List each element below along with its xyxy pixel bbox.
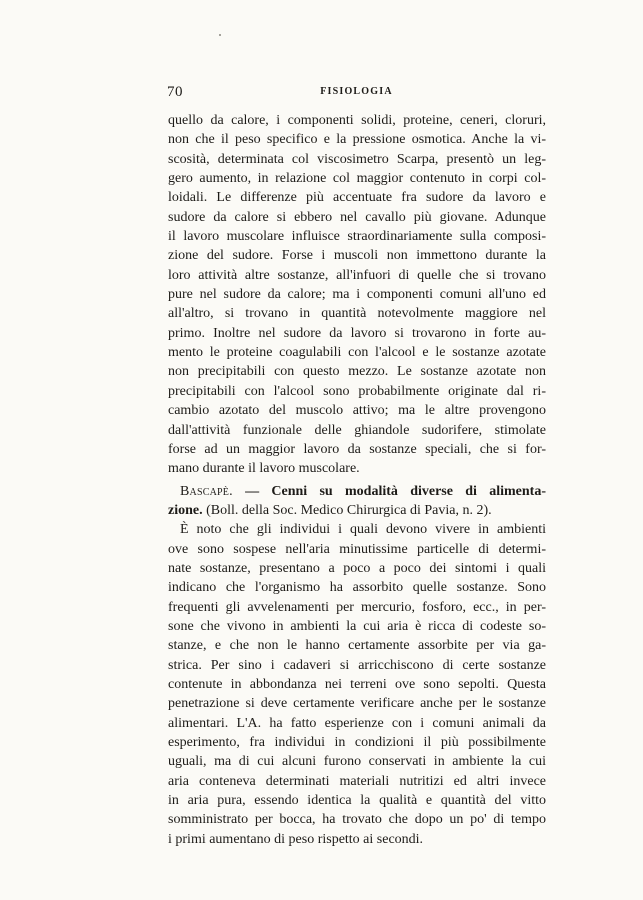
text-line: indicano che l'organismo ha assorbito quelle sostanze. Sono: [168, 580, 546, 596]
article-author: Bascapè.: [180, 483, 233, 499]
text-line: forse ad un maggior lavoro da sostanze speciali, che si for-: [168, 441, 546, 457]
text-line: mento le proteine coagulabili con l'alcool e le sostanze azotate: [168, 345, 546, 361]
paragraph-1: [168, 111, 546, 479]
text-line: quello da calore, i componenti solidi, proteine, ceneri, cloruri,: [168, 113, 546, 128]
text-line: precipitabili con l'alcool sono probabilmente originate dal ri-: [168, 383, 546, 399]
text-line: stanze, e che non le hanno certamente assorbite per via ga-: [168, 638, 546, 654]
text-line: i primi aumentano di peso rispetto ai secondi.: [168, 831, 424, 847]
text-line: non che il peso specifico e la pressione osmotica. Anche la vi-: [168, 132, 546, 148]
article-heading-line-2: [168, 501, 546, 520]
text-line: strica. Per sino i cadaveri si arricchiscono di certe sostanze: [168, 657, 546, 673]
text-line: loidali. Le differenze più accentuate fra sudore da lavoro e: [168, 190, 546, 206]
article-heading-line-1: [168, 482, 546, 501]
text-line: cambio azotato del muscolo attivo; ma le altre provengono: [168, 403, 546, 419]
text-line: dall'attività funzionale delle ghiandole sudorifere, stimolate: [168, 422, 546, 438]
text-line: uguali, ma di cui alcuni furono conservati in ambiente la cui: [168, 754, 546, 770]
text-line: all'altro, si trovano in quantità notevolmente maggiore nel: [168, 306, 546, 322]
running-title: FISIOLOGIA: [320, 86, 393, 97]
text-line: nate sostanze, presentano a poco a poco dei sintomi i quali: [168, 560, 546, 576]
text-line: gero aumento, in relazione col maggior contenuto in corpi col-: [168, 171, 546, 187]
text-line: È noto che gli individui i quali devono vivere in ambienti: [180, 522, 546, 538]
text-line: sudore da calore si ebbero nel cavallo più giovane. Adunque: [168, 209, 546, 225]
body-text: [168, 111, 546, 849]
text-line: alimentari. L'A. ha fatto esperienze con i comuni animali da: [168, 715, 546, 731]
text-line: penetrazione si deve certamente verificare anche per le sostanze: [168, 696, 546, 712]
text-line: esperimento, fra individui in condizioni il più possibilmente: [168, 735, 546, 750]
text-line: scosità, determinata col viscosimetro Scarpa, presentò un leg-: [168, 151, 546, 167]
article-title-part1: Cenni su modalità diverse di alimenta-: [271, 483, 546, 499]
article-title-part2: zione.: [168, 502, 203, 518]
text-line: somministrato per bocca, ha trovato che dopo un po' di tempo: [168, 812, 546, 828]
text-line: loro attività altre sostanze, all'infuori di quelle che si trovano: [168, 267, 546, 283]
text-line: non precipitabili con questo mezzo. Le sostanze azotate non: [168, 364, 546, 380]
paragraph-2: [168, 520, 546, 849]
article-citation: (Boll. della Soc. Medico Chirurgica di Pavia, n. 2).: [202, 502, 492, 518]
article-dash: —: [232, 483, 272, 499]
text-line: sone che vivono in ambienti la cui aria è ricca di codeste so-: [168, 618, 546, 634]
paper-speck: [219, 34, 221, 36]
text-line: frequenti gli avvelenamenti per mercurio, fosforo, ecc., in per-: [168, 599, 546, 615]
text-line: primo. Inoltre nel sudore da lavoro si trovarono in forte au-: [168, 325, 546, 341]
article-heading: [168, 482, 546, 521]
page-header: [167, 84, 546, 102]
text-line: in aria pura, essendo identica la qualità e quantità del vitto: [168, 793, 546, 809]
text-line: pure nel sudore da calore; ma i componenti comuni all'uno ed: [168, 287, 546, 303]
text-line: contenute in abbondanza nei terreni ove sono sepolti. Questa: [168, 676, 546, 692]
text-line: mano durante il lavoro muscolare.: [168, 461, 360, 477]
page-number: 70: [167, 84, 183, 100]
text-line: aria conteneva determinati materiali nutritizi ed altri invece: [168, 773, 546, 789]
text-line: zione del sudore. Forse i muscoli non immettono durante la: [168, 248, 546, 264]
text-line: il lavoro muscolare influisce straordinariamente sulla composi-: [168, 229, 546, 245]
text-line: ove sono sospese nell'aria minutissime particelle di determi-: [168, 541, 546, 557]
